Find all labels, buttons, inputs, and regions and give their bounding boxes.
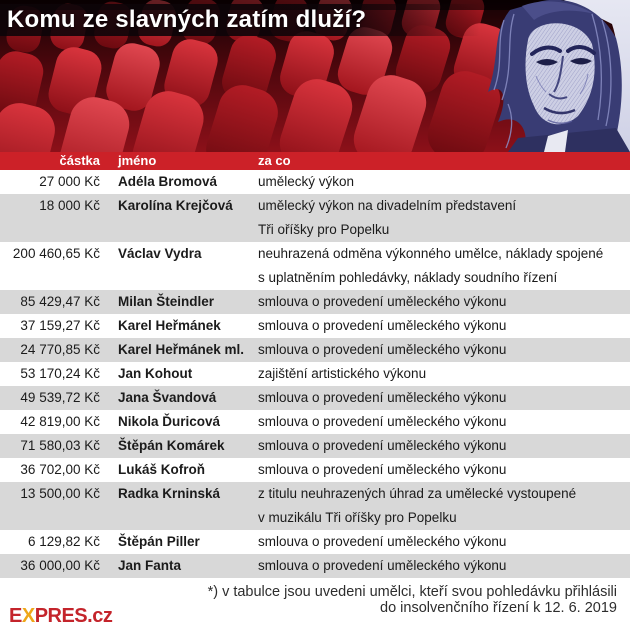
table-row (0, 338, 630, 362)
column-header-reason: za co (258, 153, 291, 168)
footer (0, 578, 630, 632)
reason-line: smlouva o provedení uměleckého výkonu (258, 342, 507, 357)
table-row (0, 362, 630, 386)
table-row (0, 242, 630, 290)
amount-cell: 71 580,03 Kč (20, 438, 100, 453)
name-cell: Jan Kohout (118, 366, 193, 381)
name-cell: Karel Heřmánek (118, 318, 221, 333)
reason-line: smlouva o provedení uměleckého výkonu (258, 390, 507, 405)
table-row (0, 530, 630, 554)
title-band (0, 4, 500, 36)
logo-letter-e: E (9, 605, 22, 627)
reason-line: smlouva o provedení uměleckého výkonu (258, 438, 507, 453)
reason-line: umělecký výkon na divadelním představení (258, 198, 517, 213)
reason-cell (258, 290, 630, 314)
reason-line: neuhrazená odměna výkonného umělce, náklady spojené (258, 246, 604, 261)
table-row (0, 170, 630, 194)
reason-line: v muzikálu Tři oříšky pro Popelku (258, 510, 457, 525)
reason-line: zajištění artistického výkonu (258, 366, 427, 381)
name-cell: Radka Krninská (118, 486, 221, 501)
amount-cell: 37 159,27 Kč (20, 318, 100, 333)
footnote (208, 585, 617, 616)
reason-cell (258, 170, 630, 194)
name-cell: Karel Heřmánek ml. (118, 342, 245, 357)
reason-cell (258, 458, 630, 482)
reason-line: smlouva o provedení uměleckého výkonu (258, 414, 507, 429)
amount-cell: 27 000 Kč (39, 174, 100, 189)
footnote-line-2: do insolvenčního řízení k 12. 6. 2019 (380, 599, 617, 616)
footnote-line-1: *) v tabulce jsou uvedeni umělci, kteří svou pohledávku přihlásili (207, 584, 617, 600)
name-cell: Štěpán Piller (118, 534, 200, 549)
amount-cell: 42 819,00 Kč (20, 414, 100, 429)
name-cell: Štěpán Komárek (118, 438, 225, 453)
reason-cell (258, 314, 630, 338)
table-row (0, 194, 630, 242)
reason-line: smlouva o provedení uměleckého výkonu (258, 558, 507, 573)
amount-cell: 49 539,72 Kč (20, 390, 100, 405)
amount-cell: 24 770,85 Kč (20, 342, 100, 357)
reason-line: umělecký výkon (258, 174, 355, 189)
column-header-amount: částka (59, 153, 100, 168)
hero-image (0, 0, 630, 152)
reason-cell (258, 386, 630, 410)
table-row (0, 290, 630, 314)
name-cell: Karolína Krejčová (118, 198, 233, 213)
reason-cell (258, 530, 630, 554)
reason-cell (258, 194, 630, 242)
reason-cell (258, 362, 630, 386)
reason-line: s uplatněním pohledávky, náklady soudního řízení (258, 270, 558, 285)
table-row (0, 434, 630, 458)
name-cell: Jan Fanta (118, 558, 182, 573)
amount-cell: 85 429,47 Kč (20, 294, 100, 309)
reason-line: smlouva o provedení uměleckého výkonu (258, 462, 507, 477)
logo-letter-x: X (21, 605, 35, 627)
column-header-name: jméno (118, 153, 157, 168)
amount-cell: 18 000 Kč (39, 198, 100, 213)
reason-cell (258, 554, 630, 578)
reason-line: smlouva o provedení uměleckého výkonu (258, 534, 507, 549)
reason-cell (258, 338, 630, 362)
amount-cell: 200 460,65 Kč (12, 246, 100, 261)
table-row (0, 482, 630, 530)
amount-cell: 36 702,00 Kč (20, 462, 100, 477)
name-cell: Milan Šteindler (118, 294, 215, 309)
name-cell: Jana Švandová (118, 390, 217, 405)
reason-cell (258, 242, 630, 290)
logo-tld: .cz (87, 605, 113, 627)
reason-line: z titulu neuhrazených úhrad za umělecké vystoupené (258, 486, 577, 501)
expres-logo (9, 605, 112, 628)
amount-cell: 36 000,00 Kč (20, 558, 100, 573)
table-row (0, 314, 630, 338)
amount-cell: 53 170,24 Kč (20, 366, 100, 381)
reason-cell (258, 482, 630, 530)
reason-cell (258, 434, 630, 458)
amount-cell: 6 129,82 Kč (27, 534, 100, 549)
reason-line: smlouva o provedení uměleckého výkonu (258, 318, 507, 333)
table-header (0, 152, 630, 170)
reason-cell (258, 410, 630, 434)
logo-letters-pres: PRES (34, 605, 88, 627)
table-row (0, 554, 630, 578)
table-row (0, 458, 630, 482)
name-cell: Nikola Ďuricová (118, 414, 221, 429)
table-row (0, 410, 630, 434)
table-body (0, 170, 630, 578)
name-cell: Lukáš Kofroň (118, 462, 206, 477)
table-row (0, 386, 630, 410)
name-cell: Adéla Bromová (118, 174, 218, 189)
amount-cell: 13 500,00 Kč (20, 486, 100, 501)
reason-line: smlouva o provedení uměleckého výkonu (258, 294, 507, 309)
page-title: Komu ze slavných zatím dluží? (7, 6, 367, 33)
name-cell: Václav Vydra (118, 246, 202, 261)
reason-line: Tři oříšky pro Popelku (258, 222, 390, 237)
